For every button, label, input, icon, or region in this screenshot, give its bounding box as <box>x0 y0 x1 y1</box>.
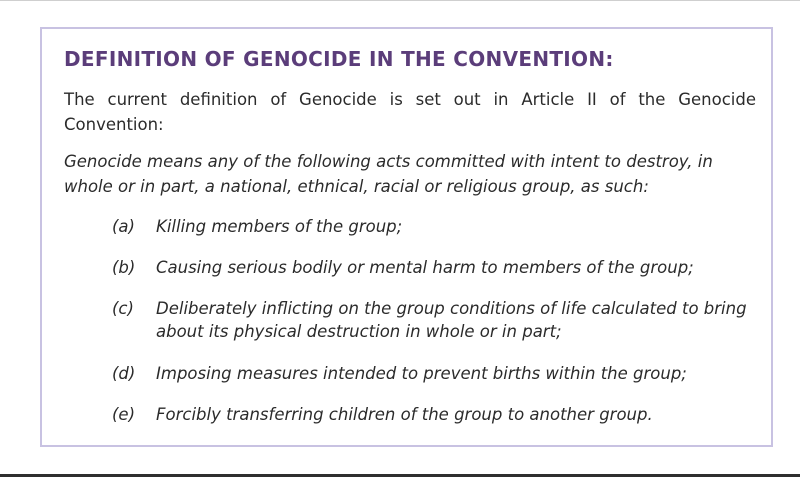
top-divider <box>0 0 800 1</box>
list-item-letter: (d) <box>112 364 136 383</box>
list-item-letter: (e) <box>112 405 136 424</box>
list-item-letter: (b) <box>112 258 136 277</box>
list-item-text: Killing members of the group; <box>156 217 403 236</box>
intro-paragraph: The current definition of Genocide is set out in Article II of the Genocide Convention: <box>64 90 756 134</box>
definition-box <box>40 27 773 447</box>
definition-paragraph: Genocide means any of the following acts committed with intent to destroy, in whole or in part, a national, ethnical, racial or religious group, as such: <box>64 152 713 196</box>
list-item-text: Imposing measures intended to prevent births within the group; <box>156 364 687 383</box>
section-heading: DEFINITION OF GENOCIDE IN THE CONVENTION: <box>64 47 614 71</box>
list-item <box>112 362 752 385</box>
list-item-text: Deliberately inflicting on the group conditions of life calculated to bring about its physical destruction in whole or in part; <box>156 299 747 341</box>
list-item <box>112 215 752 238</box>
list-item-text: Forcibly transferring children of the group to another group. <box>156 405 653 424</box>
acts-list <box>112 215 752 444</box>
list-item <box>112 403 752 426</box>
list-item-text: Causing serious bodily or mental harm to members of the group; <box>156 258 694 277</box>
list-item-letter: (a) <box>112 217 135 236</box>
list-item-letter: (c) <box>112 299 134 318</box>
list-item <box>112 256 752 279</box>
list-item <box>112 297 752 343</box>
